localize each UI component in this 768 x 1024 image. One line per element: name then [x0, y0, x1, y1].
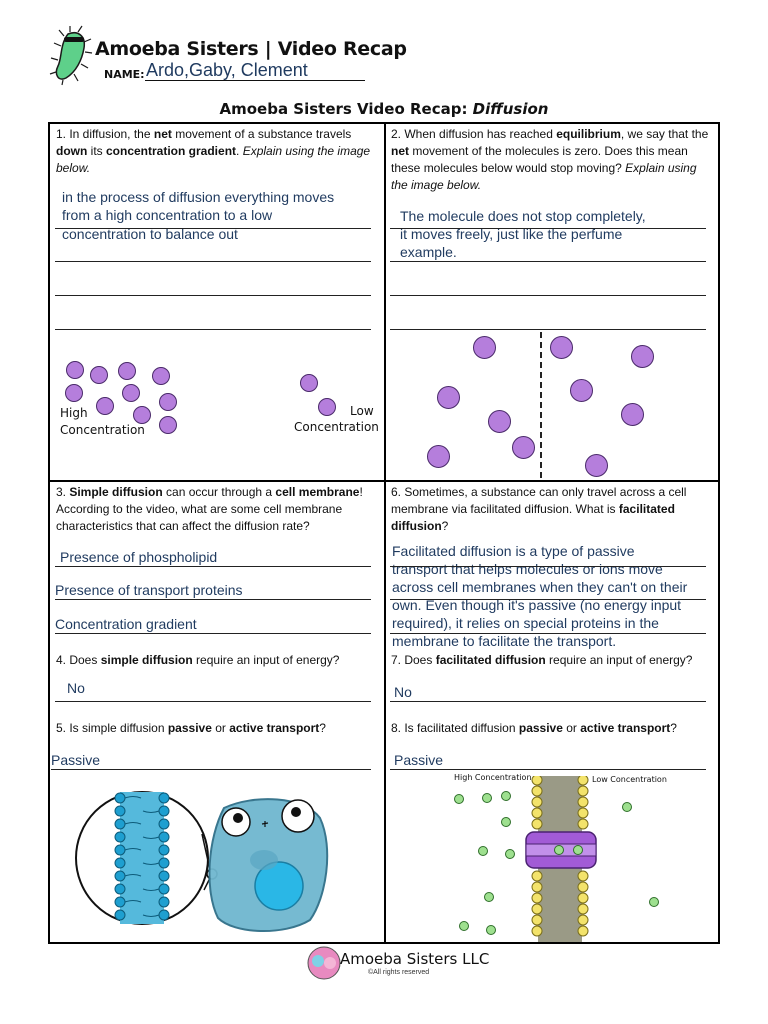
label-high-concentration: High Concentration	[454, 773, 532, 782]
title-topic: Diffusion	[472, 100, 549, 118]
question-5: 5. Is simple diffusion passive or active transport?	[56, 721, 326, 735]
answer-1-line-2[interactable]: from a high concentration to a low	[62, 207, 273, 223]
molecule	[122, 384, 140, 402]
molecule	[318, 398, 336, 416]
title-prefix: Amoeba Sisters Video Recap:	[219, 100, 473, 118]
answer-rule	[55, 566, 371, 567]
transport-protein-illustration	[440, 776, 680, 942]
answer-rule	[55, 329, 371, 330]
grid-divider-vertical	[384, 122, 386, 944]
answer-rule	[55, 261, 371, 262]
brand-title: Amoeba Sisters | Video Recap	[95, 38, 407, 60]
label-high: High	[60, 406, 88, 420]
answer-6-line-3[interactable]: across cell membranes when they can't on their	[392, 579, 688, 595]
question-3: 3. Simple diffusion can occur through a cell membrane! According to the video, what are some cell membrane characteristics that can affect the diffusion rate?	[56, 485, 363, 533]
molecule	[152, 367, 170, 385]
grid-divider-horizontal	[48, 480, 720, 482]
answer-rule	[390, 261, 706, 262]
answer-6-line-5[interactable]: required), it relies on special proteins in the	[392, 615, 659, 631]
answer-rule	[390, 701, 706, 702]
answer-6-line-6[interactable]: membrane to facilitate the transport.	[392, 633, 617, 649]
answer-rule	[390, 769, 706, 770]
answer-2-line-2[interactable]: it moves freely, just like the perfume	[400, 226, 623, 242]
answer-6-line-1[interactable]: Facilitated diffusion is a type of passive	[392, 543, 635, 559]
molecule	[437, 386, 460, 409]
molecule	[159, 416, 177, 434]
answer-rule	[55, 228, 371, 229]
footer-brand: Amoeba Sisters LLC	[340, 950, 490, 968]
label-low-concentration: Concentration	[294, 420, 379, 434]
molecule	[488, 410, 511, 433]
answer-rule	[390, 599, 706, 600]
molecule	[66, 361, 84, 379]
equilibrium-dashed-divider	[540, 332, 542, 478]
answer-rule	[390, 633, 706, 634]
cell-membrane-zoom-illustration	[74, 778, 374, 940]
answer-3-item-2[interactable]: Presence of transport proteins	[55, 582, 243, 598]
molecule	[473, 336, 496, 359]
molecule	[512, 436, 535, 459]
answer-1-line-1[interactable]: in the process of diffusion everything moves	[62, 189, 335, 205]
page-title	[0, 100, 768, 118]
label-high-concentration: Concentration	[60, 423, 145, 437]
answer-rule	[390, 329, 706, 330]
molecule	[570, 379, 593, 402]
question-4: 4. Does simple diffusion require an input of energy?	[56, 653, 340, 667]
answer-rule	[51, 769, 371, 770]
molecule	[96, 397, 114, 415]
name-underline	[145, 80, 365, 81]
answer-5[interactable]: Passive	[51, 752, 101, 768]
answer-rule	[55, 295, 371, 296]
question-8: 8. Is facilitated diffusion passive or active transport?	[391, 721, 677, 735]
answer-4[interactable]: No	[67, 680, 85, 696]
answer-rule	[55, 633, 371, 634]
question-1: 1. In diffusion, the net movement of a substance travels down its concentration gradient. Explain using the image below.	[56, 127, 371, 175]
answer-1-line-3[interactable]: concentration to balance out	[62, 226, 238, 242]
answer-7[interactable]: No	[394, 684, 412, 700]
molecule	[300, 374, 318, 392]
molecule	[90, 366, 108, 384]
answer-rule	[390, 228, 706, 229]
answer-rule	[390, 295, 706, 296]
answer-8[interactable]: Passive	[394, 752, 444, 768]
question-2: 2. When diffusion has reached equilibrium, we say that the net movement of the molecules is zero. Does this mean these molecules below would stop moving? Explain using the image below.	[391, 127, 709, 192]
name-label: NAME:	[104, 68, 145, 81]
molecule	[550, 336, 573, 359]
answer-rule	[390, 566, 706, 567]
label-low-concentration: Low Concentration	[592, 775, 667, 784]
answer-6-line-4[interactable]: own. Even though it's passive (no energy input	[392, 597, 682, 613]
label-low: Low	[350, 404, 374, 418]
molecule	[631, 345, 654, 368]
name-field[interactable]: Ardo,Gaby, Clement	[146, 60, 308, 80]
molecule	[118, 362, 136, 380]
question-7: 7. Does facilitated diffusion require an input of energy?	[391, 653, 693, 667]
amoeba-sisters-badge-icon	[307, 946, 341, 980]
answer-rule	[55, 701, 371, 702]
answer-6-line-2[interactable]: transport that helps molecules or ions move	[392, 561, 663, 577]
answer-3-item-1[interactable]: Presence of phospholipid	[60, 549, 218, 565]
question-6: 6. Sometimes, a substance can only travel across a cell membrane via facilitated diffusion. What is facilitated diffusion?	[391, 485, 687, 533]
answer-rule	[55, 599, 371, 600]
molecule	[621, 403, 644, 426]
molecule	[133, 406, 151, 424]
answer-2-line-3[interactable]: example.	[400, 244, 457, 260]
amoeba-logo-icon	[48, 24, 96, 86]
answer-2-line-1[interactable]: The molecule does not stop completely,	[400, 208, 646, 224]
footer-copyright: ©All rights reserved	[368, 969, 430, 976]
answer-3-item-3[interactable]: Concentration gradient	[55, 616, 197, 632]
molecule	[159, 393, 177, 411]
molecule	[427, 445, 450, 468]
molecule	[65, 384, 83, 402]
molecule	[585, 454, 608, 477]
